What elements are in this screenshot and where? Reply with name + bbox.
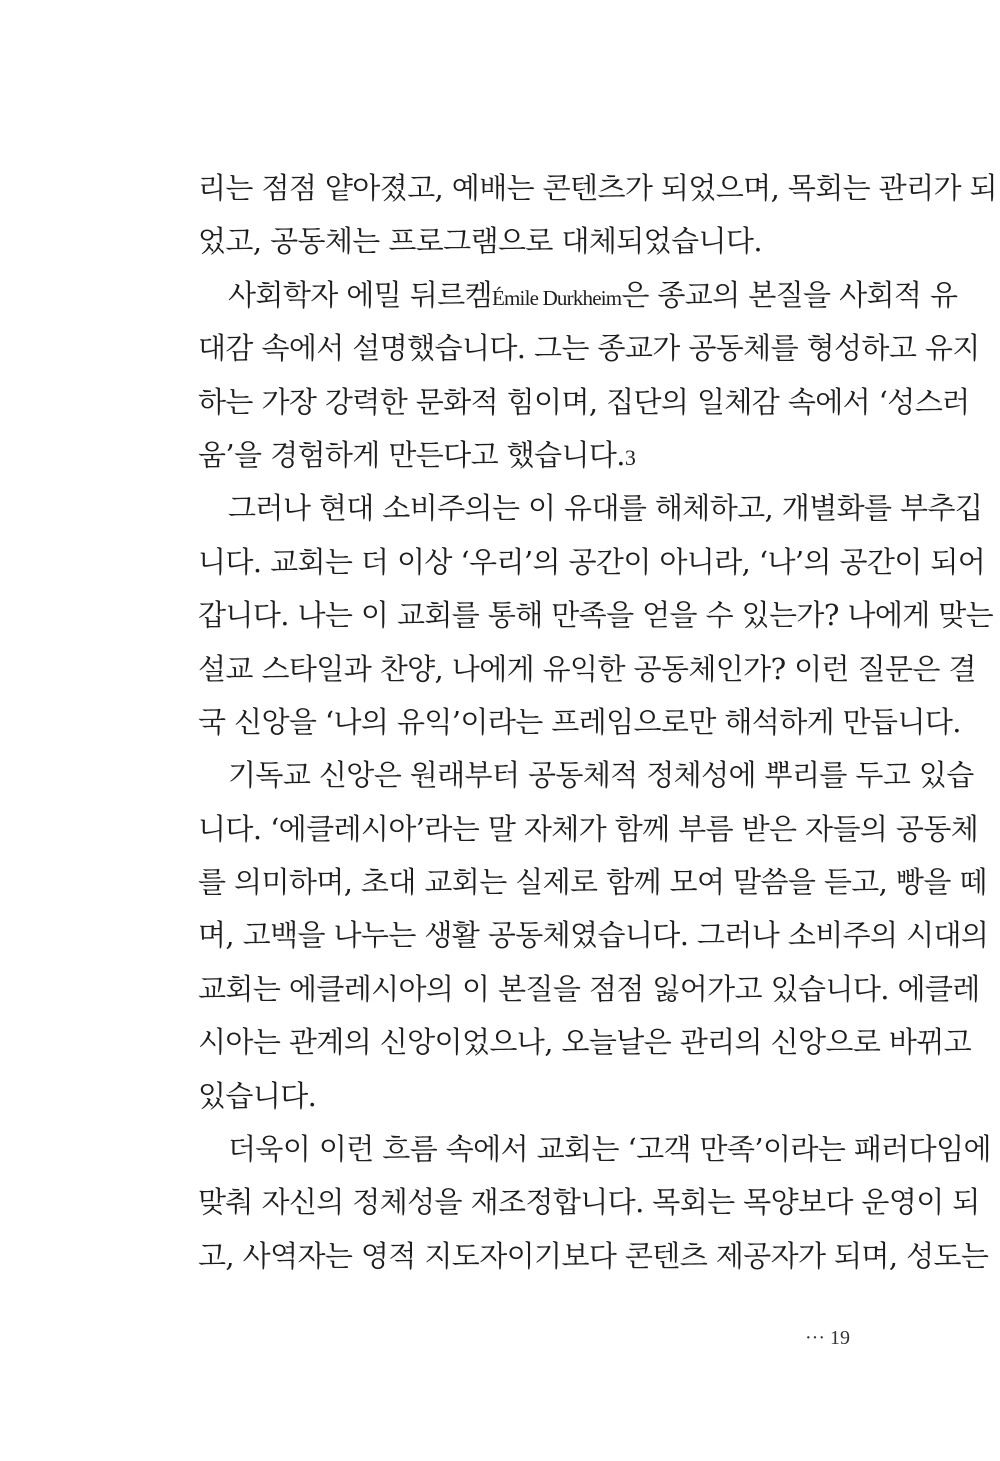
paragraph bbox=[198, 1123, 991, 1283]
text-line: 며, 고백을 나누는 생활 공동체였습니다. 그러나 소비주의 시대의 bbox=[198, 918, 989, 953]
paragraph bbox=[198, 269, 980, 483]
text-run: 움’을 경험하게 만든다고 했습니다. bbox=[198, 437, 625, 472]
text-run: 사회학자 에밀 뒤르켐 bbox=[228, 277, 492, 312]
text-line bbox=[198, 269, 958, 322]
latin-name: Émile Durkheim bbox=[491, 285, 622, 310]
paragraph bbox=[198, 482, 994, 749]
text-line bbox=[198, 429, 853, 482]
text-line: 기독교 신앙은 원래부터 공동체적 정체성에 뿌리를 두고 있습 bbox=[228, 758, 974, 793]
text-line: 대감 속에서 설명했습니다. 그는 종교가 공동체를 형성하고 유지 bbox=[198, 331, 980, 366]
footnote-marker: 3 bbox=[624, 444, 636, 470]
text-line: 하는 가장 강력한 문화적 힘이며, 집단의 일체감 속에서 ‘성스러 bbox=[198, 384, 970, 419]
text-line: 니다. 교회는 더 이상 ‘우리’의 공간이 아니라, ‘나’의 공간이 되어 bbox=[198, 544, 986, 579]
text-line: 었고, 공동체는 프로그램으로 대체되었습니다. bbox=[198, 224, 762, 259]
text-line: 있습니다. bbox=[198, 1078, 317, 1113]
text-line: 설교 스타일과 찬양, 나에게 유익한 공동체인가? 이런 질문은 결 bbox=[198, 651, 976, 686]
text-line: 교회는 에클레시아의 이 본질을 점점 잃어가고 있습니다. 에클레 bbox=[198, 971, 980, 1006]
paragraph bbox=[198, 749, 989, 1123]
text-line: 그러나 현대 소비주의는 이 유대를 해체하고, 개별화를 부추깁 bbox=[228, 491, 983, 526]
text-line: 시아는 관계의 신앙이었으나, 오늘날은 관리의 신앙으로 바뀌고 bbox=[198, 1025, 972, 1060]
text-line: 더욱이 이런 흐름 속에서 교회는 ‘고객 만족’이라는 패러다임에 bbox=[228, 1132, 991, 1167]
text-line: 국 신앙을 ‘나의 유익’이라는 프레임으로만 해석하게 만듭니다. bbox=[198, 704, 961, 739]
text-line: 고, 사역자는 영적 지도자이기보다 콘텐츠 제공자가 되며, 성도는 bbox=[198, 1238, 989, 1273]
text-line: 리는 점점 얕아졌고, 예배는 콘텐츠가 되었으며, 목회는 관리가 되 bbox=[198, 171, 997, 205]
text-line: 맞춰 자신의 정체성을 재조정합니다. 목회는 목양보다 운영이 되 bbox=[198, 1185, 980, 1220]
paragraph bbox=[198, 162, 997, 269]
page-number: ··· 19 bbox=[805, 1327, 850, 1349]
text-line: 를 의미하며, 초대 교회는 실제로 함께 모여 말씀을 듣고, 빵을 떼 bbox=[198, 865, 987, 900]
page-body bbox=[198, 162, 997, 1283]
text-line: 갑니다. 나는 이 교회를 통해 만족을 얻을 수 있는가? 나에게 맞는 bbox=[198, 598, 994, 633]
text-line: 니다. ‘에클레시아’라는 말 자체가 함께 부름 받은 자들의 공동체 bbox=[198, 811, 979, 846]
text-run: 은 종교의 본질을 사회적 유 bbox=[621, 277, 958, 312]
